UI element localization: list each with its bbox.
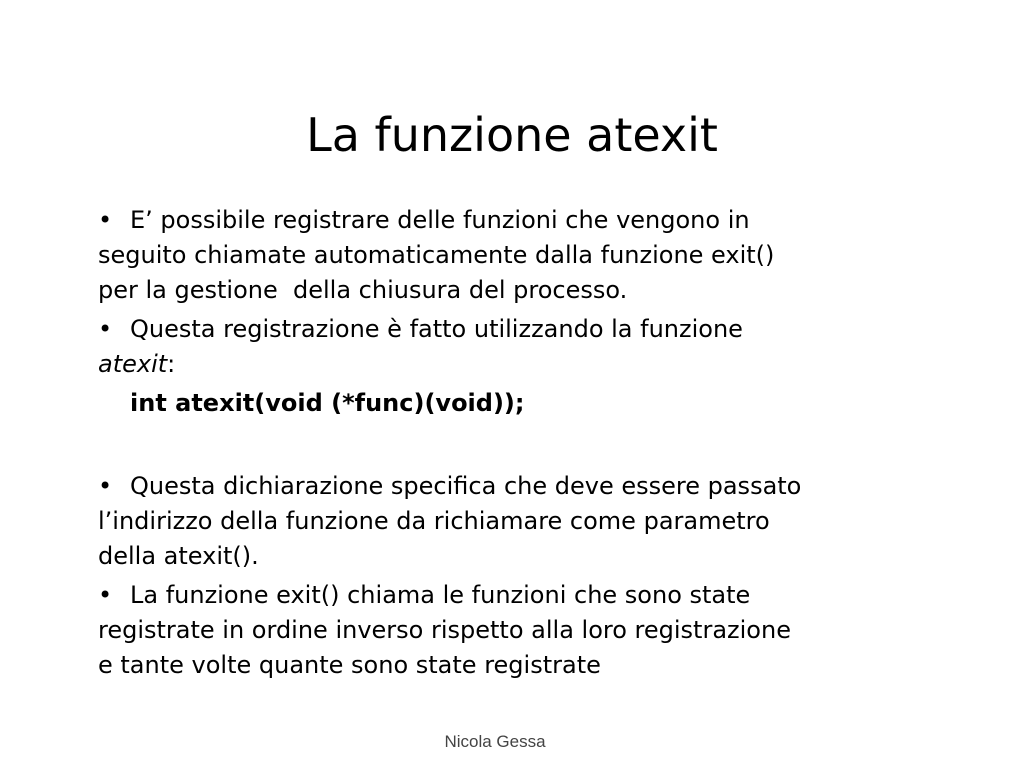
bullet-marker: • (98, 581, 113, 609)
bullet-text-tail: : (167, 350, 176, 378)
slide-title: La funzione atexit (306, 108, 718, 162)
bullet-item-3 (98, 469, 938, 574)
footer-author: Nicola Gessa (444, 732, 546, 751)
bullet-item-4 (98, 578, 938, 683)
bullet-emphasis: atexit (98, 350, 168, 378)
bullet-marker: • (98, 472, 113, 500)
bullet-text: Questa registrazione è fatto utilizzando la funzione (130, 315, 743, 343)
bullet-text: E’ possibile registrare delle funzioni che vengono in seguito chiamate automaticamente dalla funzione exit() per la gestione della chiusura del processo. (98, 206, 775, 304)
code-signature: int atexit(void (*func)(void)); (130, 389, 525, 417)
bullet-item-1 (98, 203, 938, 308)
bullet-item-2 (98, 312, 938, 382)
slide-body (98, 203, 938, 683)
spacer (98, 421, 938, 469)
bullet-text: La funzione exit() chiama le funzioni che sono state registrate in ordine inverso rispetto alla loro registrazione e tante volte quante sono state registrate (98, 581, 791, 679)
bullet-text: Questa dichiarazione specifica che deve essere passato l’indirizzo della funzione da richiamare come parametro della atexit(). (98, 472, 802, 570)
bullet-marker: • (98, 315, 113, 343)
bullet-marker: • (98, 206, 113, 234)
